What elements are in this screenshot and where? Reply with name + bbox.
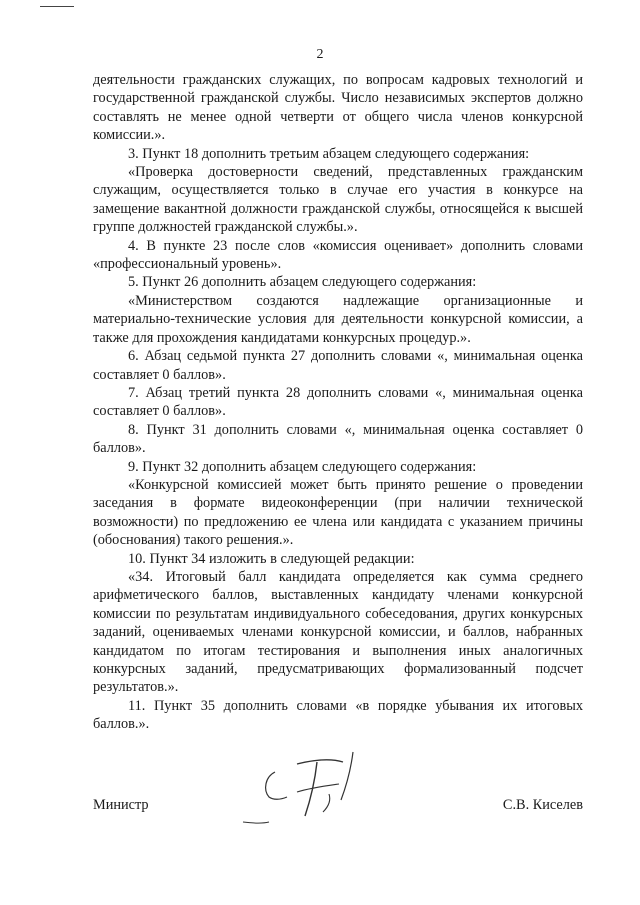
paragraph: «34. Итоговый балл кандидата определяется как сумма среднего арифметического баллов, выставленных кандидату членами конкурсной комиссии по результатам индивидуального собеседования, других конкурсных заданий, оцениваемых членами конкурсной комиссии, и баллов, набранных кандидатом по итогам тестирования и выполнения иных аналогичных конкурсных заданий, предусматривающих формализованный подсчет результатов.». xyxy=(93,568,583,696)
paragraph: 8. Пункт 31 дополнить словами «, минимальная оценка составляет 0 баллов». xyxy=(93,421,583,457)
paragraph: «Министерством создаются надлежащие организационные и материально-технические условия для деятельности конкурсной комиссии, а также для прохождения кандидатами конкурсных процедур.». xyxy=(93,292,583,346)
paragraph: 11. Пункт 35 дополнить словами «в порядке убывания их итоговых баллов.». xyxy=(93,697,583,733)
paragraph: «Конкурсной комиссией может быть принято решение о проведении заседания в формате видеоконференции (при наличии технической возможности) по предложению ее члена или кандидата с указанием причины (обоснования) такого решения.». xyxy=(93,476,583,549)
page-number: 2 xyxy=(316,47,324,62)
signature-block xyxy=(93,797,583,819)
document-body xyxy=(93,71,583,734)
paragraph: 3. Пункт 18 дополнить третьим абзацем следующего содержания: xyxy=(128,145,530,162)
paragraph: деятельности гражданских служащих, по вопросам кадровых технологий и государственной гражданской службы. Число независимых экспертов должно составлять не менее одной четверти от общего числа членов конкурсной комиссии.». xyxy=(93,72,583,144)
signatory-name: С.В. Киселев xyxy=(502,797,583,813)
paragraph: 4. В пункте 23 после слов «комиссия оценивает» дополнить словами «профессиональный уровень». xyxy=(93,237,583,273)
paragraph: 5. Пункт 26 дополнить абзацем следующего содержания: xyxy=(128,274,477,291)
paragraph: 7. Абзац третий пункта 28 дополнить словами «, минимальная оценка составляет 0 баллов». xyxy=(93,384,583,420)
paragraph: 6. Абзац седьмой пункта 27 дополнить словами «, минимальная оценка составляет 0 баллов». xyxy=(93,348,583,383)
paragraph: 10. Пункт 34 изложить в следующей редакции: xyxy=(128,550,415,567)
paragraph: «Проверка достоверности сведений, представленных гражданским служащим, осуществляется только в случае его участия в конкурсе на замещение вакантной должности гражданской службы, относящейся к высшей группе должностей гражданской службы.». xyxy=(93,164,583,236)
signatory-title: Министр xyxy=(93,797,149,813)
paragraph: 9. Пункт 32 дополнить абзацем следующего содержания: xyxy=(128,458,477,475)
top-edge-mark xyxy=(40,6,74,7)
